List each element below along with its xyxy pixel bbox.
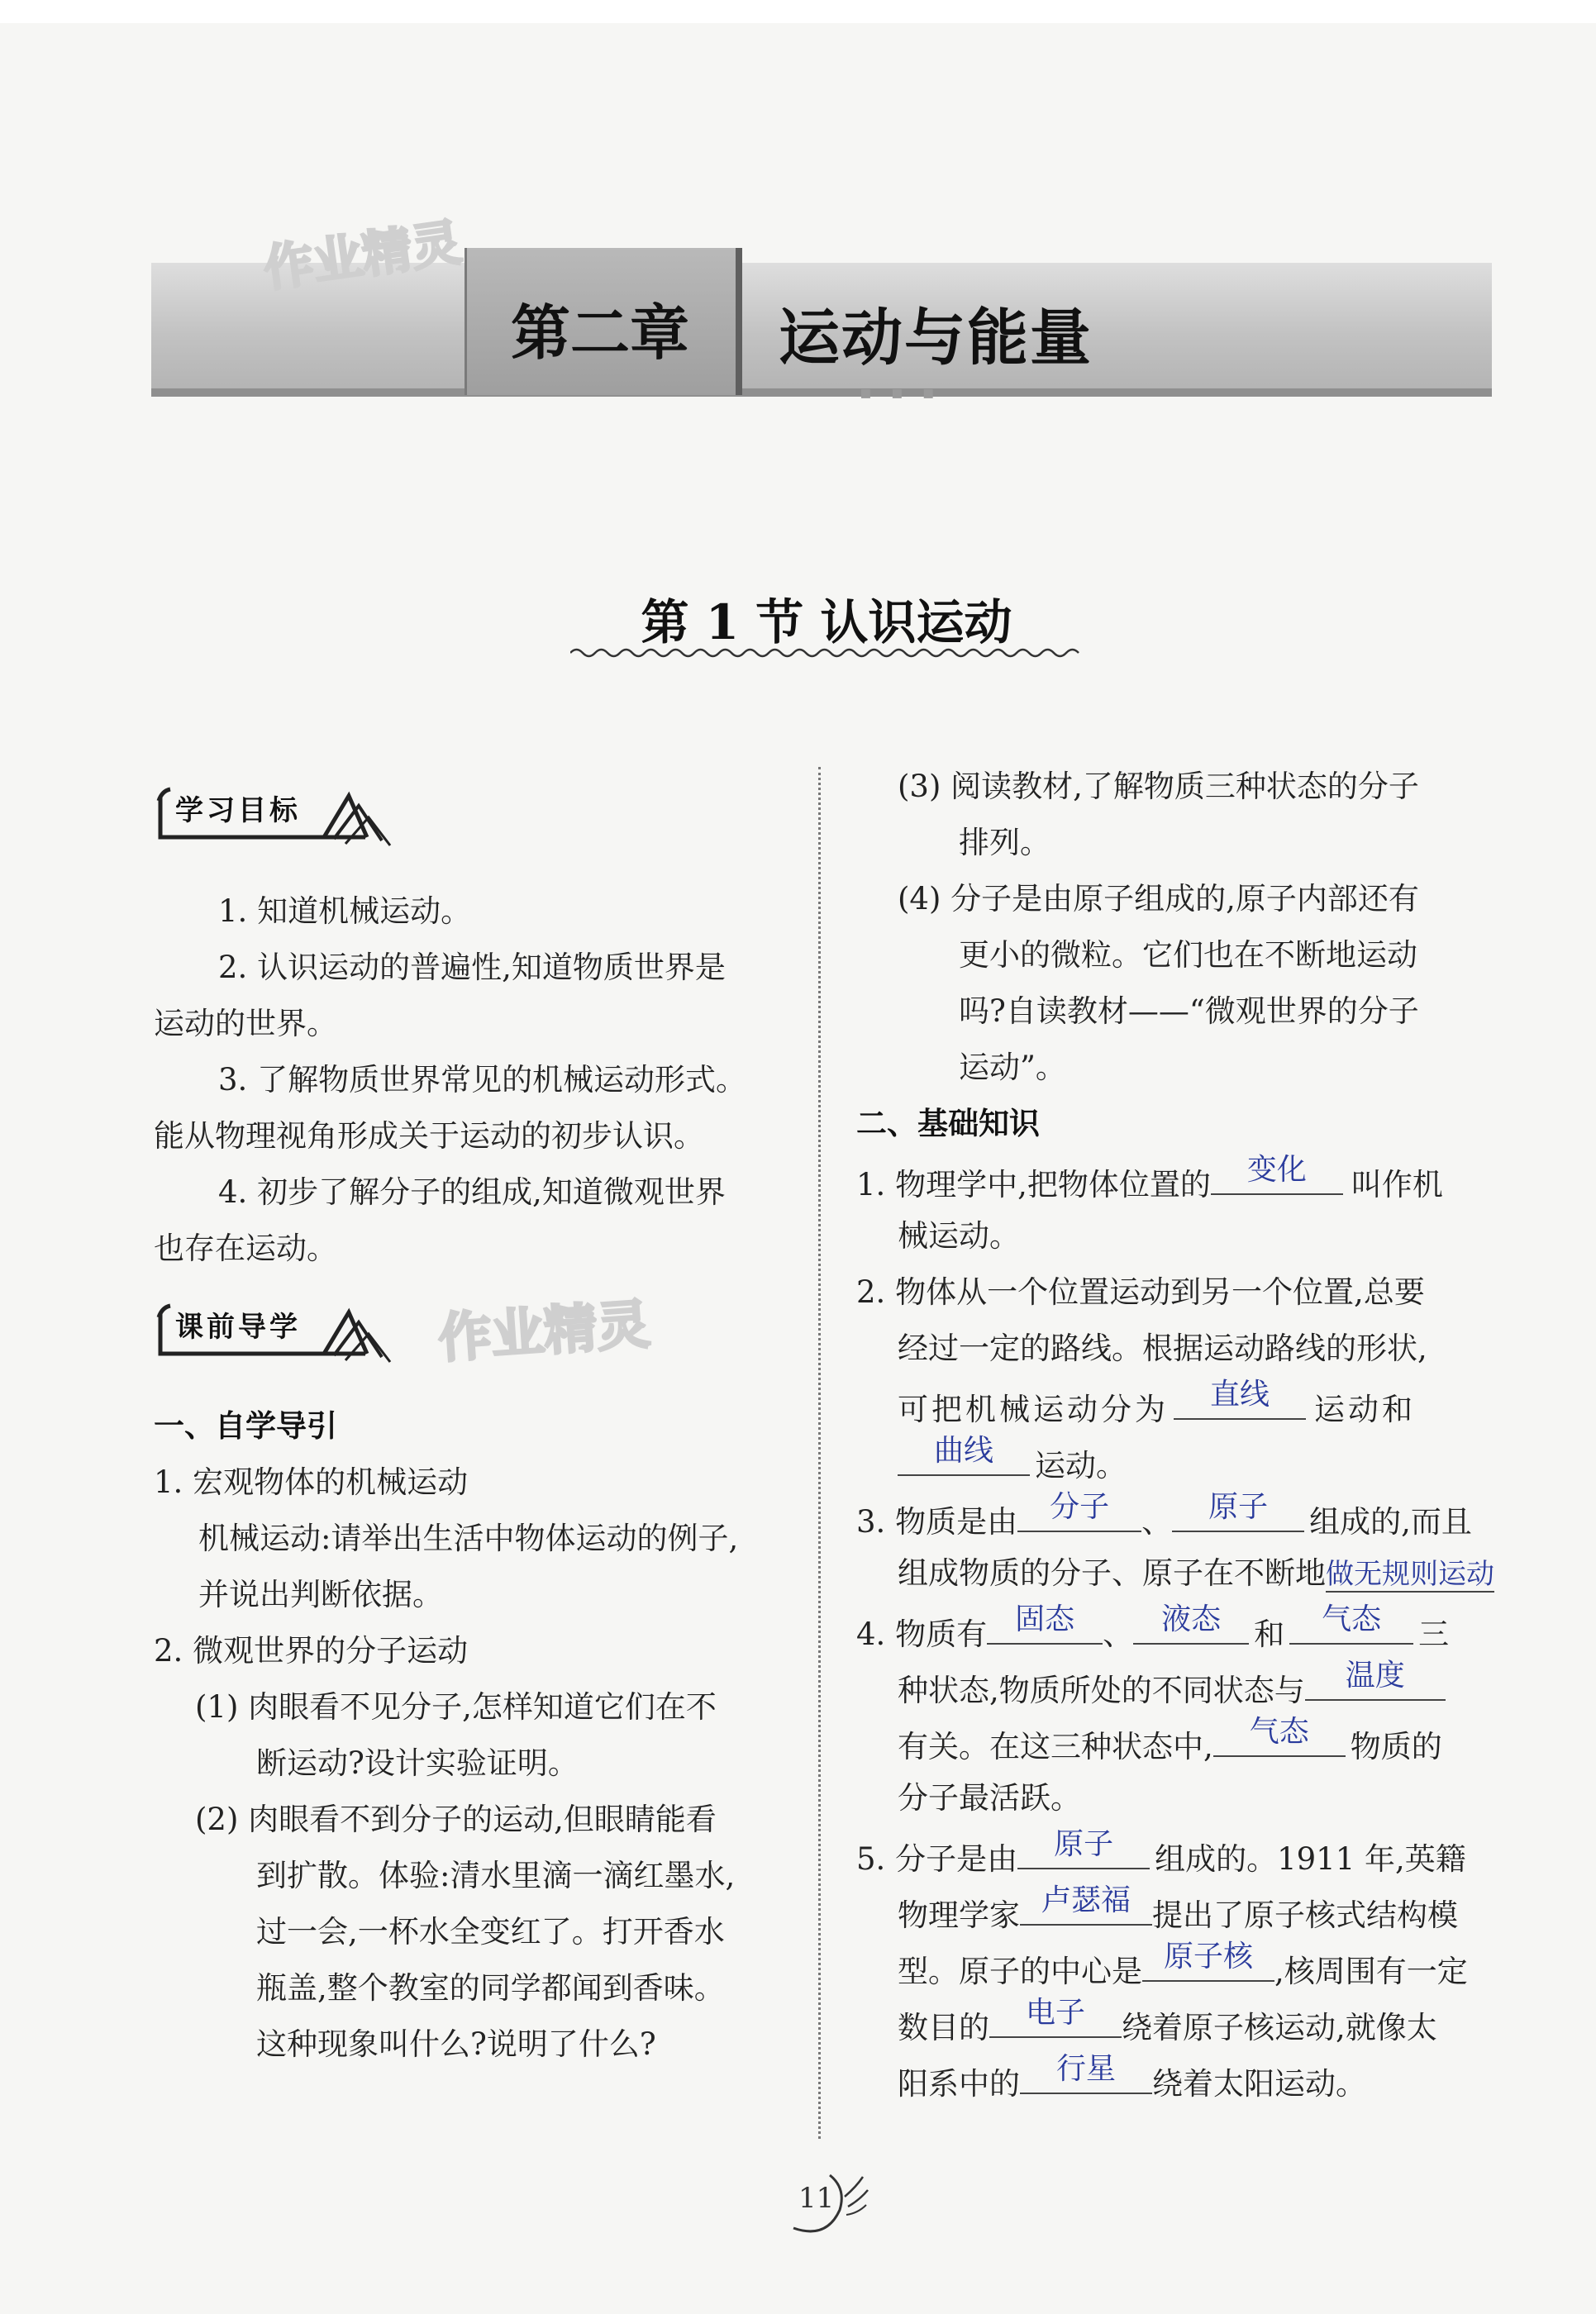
- answer-blank: [1213, 1715, 1346, 1757]
- basics-q1-line-1: [856, 1153, 1443, 1205]
- basics-q2-line-3: [898, 1378, 1416, 1430]
- chapter-title: 运动与能量: [779, 302, 1093, 374]
- text: 运动和: [1314, 1392, 1416, 1427]
- answer: 行星: [1055, 2052, 1116, 2086]
- goal-3-line-1: 3. 了解物质世界常见的机械运动形式。: [218, 1062, 747, 1097]
- basics-q1-line-2: 械运动。: [898, 1218, 1020, 1254]
- answer: 分子: [1050, 1490, 1110, 1524]
- answer-blank: [1305, 1659, 1446, 1701]
- answer-blank: [1142, 1940, 1274, 1982]
- text: 阳系中的: [898, 2066, 1020, 2102]
- text: 绕着原子核运动,就像太: [1122, 2010, 1437, 2045]
- q2-p4-line-3: 吗?自读教材——“微观世界的分子: [959, 993, 1419, 1029]
- text: 型。原子的中心是: [898, 1954, 1142, 1989]
- q1-title: 1. 宏观物体的机械运动: [154, 1464, 469, 1500]
- text: 组成的,而且: [1309, 1504, 1472, 1540]
- goal-2-line-2: 运动的世界。: [154, 1006, 337, 1041]
- answer-blank: [1017, 1827, 1150, 1869]
- basics-q4-line-4: 分子最活跃。: [898, 1780, 1081, 1816]
- basics-q3-line-2: [898, 1554, 1494, 1594]
- watermark: 作业精灵: [436, 1294, 652, 1370]
- q1-line-2: 并说出判断依据。: [198, 1577, 443, 1612]
- basics-q5-line-4: [898, 1996, 1437, 2048]
- basics-q2-line-1: 2. 物体从一个位置运动到另一个位置,总要: [856, 1274, 1425, 1310]
- answer: 卢瑟福: [1041, 1883, 1131, 1917]
- basics-q5-line-5: [898, 2052, 1366, 2104]
- q2-p4-line-2: 更小的微粒。它们也在不断地运动: [959, 937, 1417, 973]
- watermark: 作业精灵: [260, 213, 465, 299]
- answer: 做无规则运动: [1326, 1558, 1494, 1591]
- goal-1: 1. 知道机械运动。: [218, 893, 472, 929]
- chapter-number-box-shadow: [736, 248, 742, 395]
- section-title: 第 1 节 认识运动: [641, 594, 1012, 650]
- q2-p2-line-4: 瓶盖,整个教室的同学都闻到香味。: [256, 1970, 725, 2006]
- goal-3-line-2: 能从物理视角形成关于运动的初步认识。: [154, 1118, 704, 1154]
- q2-p4-line-1: (4) 分子是由原子组成的,原子内部还有: [898, 881, 1419, 917]
- q2-p4-line-4: 运动”。: [959, 1050, 1066, 1085]
- answer: 原子: [1054, 1827, 1114, 1861]
- answer: 液态: [1161, 1602, 1222, 1636]
- learning-goals-label: 学习目标: [175, 794, 301, 827]
- section-title-wavy-underline: [570, 645, 1083, 661]
- text: 运动。: [1035, 1448, 1127, 1483]
- q2-p3-line-2: 排列。: [959, 825, 1051, 860]
- q2-p2-line-1: (2) 肉眼看不到分子的运动,但眼睛能看: [195, 1802, 717, 1837]
- basics-q4-line-3: [898, 1715, 1442, 1767]
- self-study-heading: 一、自学导引: [154, 1408, 337, 1444]
- answer: 曲线: [933, 1434, 993, 1468]
- column-divider: [818, 767, 821, 2139]
- answer: 气态: [1322, 1602, 1382, 1636]
- page-number: 11: [798, 2182, 835, 2215]
- basics-q2-line-2: 经过一定的路线。根据运动路线的形状,: [898, 1331, 1427, 1366]
- text: 物质的: [1350, 1729, 1442, 1764]
- answer-blank: [1289, 1602, 1413, 1645]
- basics-q4-line-1: [856, 1602, 1450, 1655]
- q1-line-1: 机械运动:请举出生活中物体运动的例子,: [198, 1521, 739, 1556]
- q2-p2-line-5: 这种现象叫什么?说明了什么?: [256, 2026, 656, 2062]
- text: 1. 物理学中,把物体位置的: [856, 1167, 1211, 1202]
- basics-q5-line-3: [898, 1940, 1468, 1992]
- text: ,核周围有一定: [1274, 1954, 1468, 1989]
- text: 有关。在这三种状态中,: [898, 1729, 1213, 1764]
- q2-p2-line-2: 到扩散。体验:清水里滴一滴红墨水,: [256, 1858, 736, 1893]
- text: 组成的。1911 年,英籍: [1155, 1841, 1466, 1877]
- preview-heading: [150, 1289, 398, 1372]
- chapter-banner-shadow: [151, 388, 1492, 397]
- goal-4-line-1: 4. 初步了解分子的组成,知道微观世界: [218, 1174, 726, 1210]
- answer-blank: [989, 1996, 1122, 2038]
- answer: 电子: [1025, 1996, 1085, 2030]
- basics-heading: 二、基础知识: [856, 1106, 1040, 1141]
- answer: 直线: [1209, 1378, 1270, 1412]
- text: 三: [1418, 1616, 1450, 1652]
- text: 组成物质的分子、原子在不断地: [898, 1555, 1326, 1591]
- learning-goals-heading: [150, 773, 398, 855]
- basics-q3-line-1: [856, 1490, 1472, 1542]
- answer-blank: [1020, 2052, 1152, 2094]
- answer-blank: [1020, 1883, 1152, 1926]
- preview-label: 课前导学: [175, 1311, 301, 1344]
- basics-q4-line-2: [898, 1659, 1446, 1711]
- text: 数目的: [898, 2010, 989, 2045]
- answer-blank: [898, 1434, 1030, 1476]
- banner-divider-dots: ▪ ▪ ▪: [860, 383, 941, 403]
- text: 、: [1141, 1504, 1173, 1540]
- text: 3. 物质是由: [856, 1504, 1018, 1540]
- text: 4. 物质有: [856, 1616, 988, 1652]
- answer: 原子核: [1163, 1940, 1253, 1974]
- answer: 固态: [1015, 1602, 1075, 1636]
- answer: 气态: [1249, 1715, 1309, 1749]
- answer-blank: [987, 1602, 1103, 1645]
- answer-blank: [1133, 1602, 1249, 1645]
- text: 提出了原子核式结构模: [1152, 1897, 1458, 1933]
- text: 种状态,物质所处的不同状态与: [898, 1673, 1305, 1708]
- text: 和: [1254, 1616, 1285, 1652]
- q2-p3-line-1: (3) 阅读教材,了解物质三种状态的分子: [898, 769, 1419, 804]
- q2-p2-line-3: 过一会,一杯水全变红了。打开香水: [256, 1914, 725, 1950]
- q2-title: 2. 微观世界的分子运动: [154, 1633, 469, 1669]
- basics-q2-line-4: [898, 1434, 1127, 1486]
- basics-q5-line-1: [856, 1827, 1466, 1879]
- answer: 原子: [1208, 1490, 1269, 1524]
- goal-2-line-1: 2. 认识运动的普遍性,知道物质世界是: [218, 950, 726, 985]
- answer-blank: [1172, 1490, 1304, 1532]
- answer: 温度: [1345, 1659, 1405, 1693]
- answer-blank: [1211, 1153, 1343, 1195]
- goal-4-line-2: 也存在运动。: [154, 1231, 337, 1266]
- page-top-edge: [0, 0, 1596, 23]
- chapter-number: 第二章: [510, 298, 689, 368]
- answer-blank: [1174, 1378, 1306, 1420]
- answer-blank: [1017, 1490, 1141, 1532]
- answer: 变化: [1246, 1153, 1307, 1187]
- basics-q5-line-2: [898, 1883, 1458, 1935]
- text: 5. 分子是由: [856, 1841, 1018, 1877]
- text: 绕着太阳运动。: [1152, 2066, 1366, 2102]
- text: 物理学家: [898, 1897, 1020, 1933]
- q2-p1-line-2: 断运动?设计实验证明。: [256, 1745, 579, 1781]
- text: 、: [1103, 1616, 1134, 1652]
- q2-p1-line-1: (1) 肉眼看不见分子,怎样知道它们在不: [195, 1689, 717, 1725]
- text: 可把机械运动分为: [898, 1392, 1169, 1427]
- text: 叫作机: [1351, 1167, 1443, 1202]
